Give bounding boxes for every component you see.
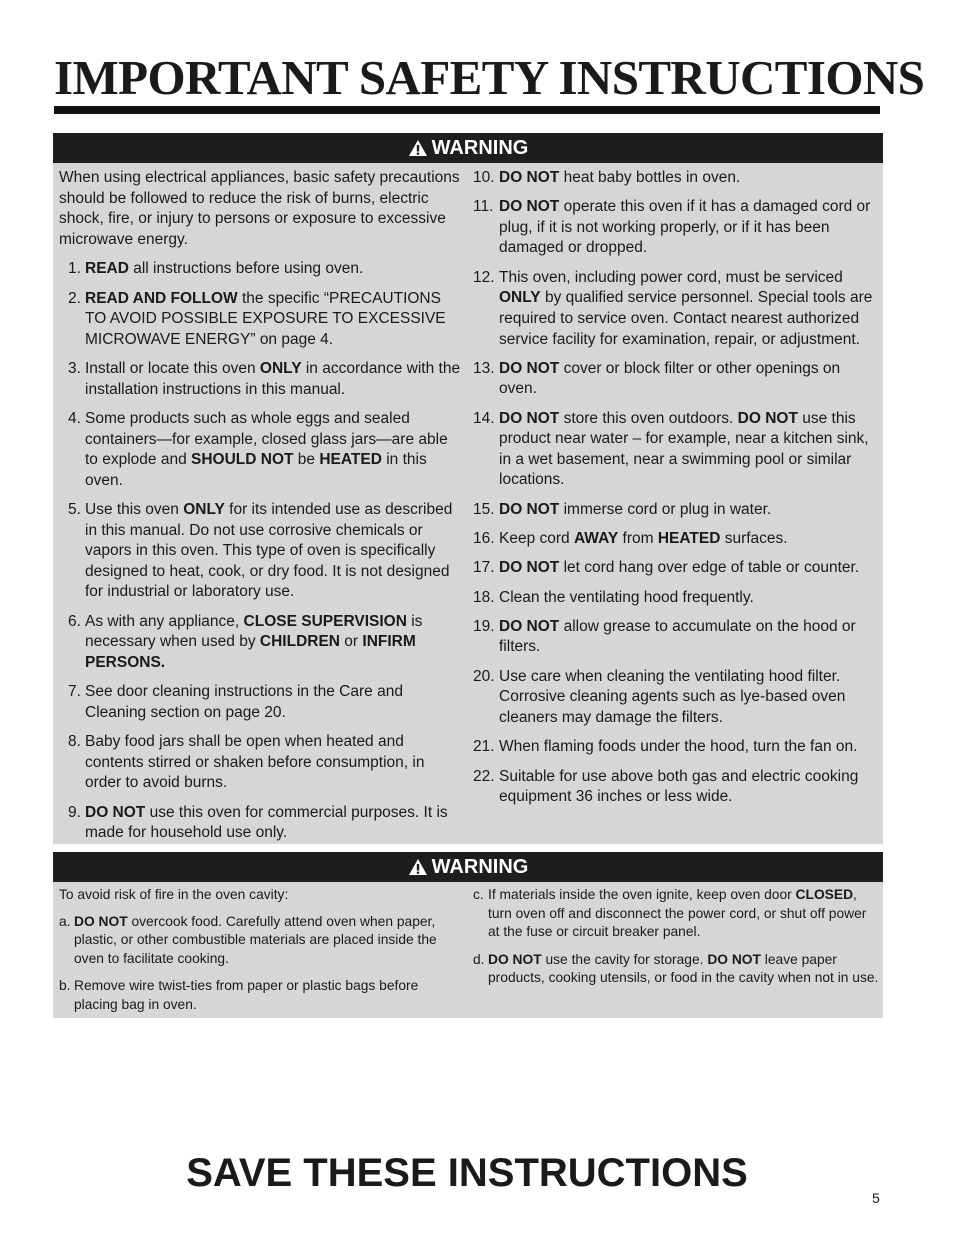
item-number: 12.: [473, 268, 495, 286]
item-text: heat baby bottles in oven.: [559, 169, 741, 186]
item-text: immerse cord or plug in water.: [559, 500, 772, 518]
save-instructions-heading: SAVE THESE INSTRUCTIONS: [186, 1151, 748, 1195]
item-number: 18.: [473, 588, 495, 606]
emphasis-text: CHILDREN: [259, 633, 340, 651]
item-text: This oven, including power cord, must be serviced: [499, 268, 843, 286]
list-item: [473, 409, 881, 491]
item-text: the specific “PRECAUTIONS TO AVOID POSSIBLE EXPOSURE TO EXCESSIVE MICROWAVE ENERGY” on page 4.: [85, 289, 446, 348]
list-item: [473, 667, 881, 729]
item-number: a.: [59, 913, 71, 929]
item-number: 22.: [473, 767, 495, 785]
item-number: 1.: [68, 260, 81, 278]
emphasis-text: READ AND FOLLOW: [85, 289, 238, 307]
list-item: [473, 500, 881, 521]
item-number: 17.: [473, 559, 495, 577]
emphasis-text: READ: [85, 260, 129, 278]
item-number: 15.: [473, 500, 495, 518]
fire-warning-header: [53, 852, 883, 882]
emphasis-text: DO NOT: [499, 559, 560, 577]
list-item: [59, 500, 464, 603]
list-item: [59, 913, 464, 969]
item-text: cover or block filter or other openings on oven.: [499, 359, 841, 398]
emphasis-text: AWAY: [573, 530, 619, 548]
page-number: 5: [872, 1190, 880, 1206]
list-item: [473, 268, 881, 350]
list-item: [473, 529, 881, 550]
title-rule: [54, 106, 880, 114]
item-text: Some products such as whole eggs and sealed containers—for example, closed glass jars—are able to explode and: [85, 410, 448, 469]
item-number: 13.: [473, 359, 495, 377]
item-number: 7.: [68, 683, 81, 701]
list-item: [473, 617, 881, 658]
item-number: 11.: [473, 198, 494, 216]
emphasis-text: CLOSE SUPERVISION: [243, 612, 407, 630]
list-item: [59, 359, 464, 400]
warning-triangle-icon: [408, 858, 428, 876]
item-text: overcook food. Carefully attend oven when paper, plastic, or other combustible materials are placed inside the oven to facilitate cooking.: [74, 913, 437, 966]
warning-label: WARNING: [431, 856, 529, 878]
item-text: If materials inside the oven ignite, keep oven door: [488, 887, 796, 902]
fire-instruction-list: [473, 886, 881, 988]
item-text: let cord hang over edge of table or counter.: [559, 559, 860, 577]
list-item: [59, 732, 464, 794]
item-number: 10.: [473, 169, 495, 186]
emphasis-text: DO NOT: [85, 803, 146, 821]
item-text: Suitable for use above both gas and electric cooking equipment 36 inches or less wide.: [499, 767, 859, 806]
list-item: [59, 612, 464, 674]
warning-triangle-icon: [408, 139, 428, 157]
item-text: As with any appliance,: [85, 612, 244, 630]
list-item: [473, 558, 881, 579]
item-number: c.: [473, 887, 484, 902]
warning-label: WARNING: [431, 137, 529, 159]
item-text: leave paper products, cooking utensils, or food in the cavity when not in use.: [488, 951, 879, 985]
list-item: [473, 359, 881, 400]
emphasis-text: SHOULD NOT: [191, 451, 294, 469]
item-number: 6.: [68, 612, 81, 630]
item-number: 2.: [68, 289, 81, 307]
warning-left-column: [59, 168, 464, 852]
emphasis-text: INFIRM PERSONS.: [85, 633, 416, 671]
item-number: 16.: [473, 530, 495, 548]
list-item: [59, 977, 464, 1014]
item-number: 14.: [473, 409, 495, 427]
item-text: Use care when cleaning the ventilating hood filter. Corrosive cleaning agents such as lye-based oven cleaners may damage the filters.: [499, 667, 846, 726]
fire-warning-panel: [53, 882, 883, 1018]
item-text: Use this oven: [85, 501, 184, 519]
emphasis-text: DO NOT: [488, 951, 542, 967]
item-text: in this oven.: [85, 451, 427, 489]
fire-instruction-list: [59, 913, 464, 1015]
item-text: Install or locate this oven: [85, 360, 260, 378]
list-item: [59, 803, 464, 844]
warning-panel: [53, 163, 883, 844]
item-number: 19.: [473, 617, 495, 635]
item-text: See door cleaning instructions in the Care and Cleaning section on page 20.: [85, 683, 403, 721]
item-number: 4.: [68, 410, 81, 427]
emphasis-text: DO NOT: [499, 169, 560, 186]
fire-warning-left-column: [59, 886, 464, 1023]
instruction-list: [473, 168, 881, 808]
item-number: 8.: [68, 733, 81, 751]
fire-warning-intro: To avoid risk of fire in the oven cavity:: [59, 887, 289, 902]
item-text: be: [293, 451, 320, 469]
emphasis-text: DO NOT: [499, 617, 560, 635]
fire-warning-right-column: [473, 886, 881, 997]
item-text: use the cavity for storage.: [541, 951, 708, 967]
emphasis-text: ONLY: [183, 501, 225, 519]
list-item: [59, 289, 464, 351]
item-text: by qualified service personnel. Special tools are required to service oven. Contact nearest authorized service facility for examination, repair, or adjustment.: [499, 289, 873, 348]
list-item: [473, 168, 881, 189]
list-item: [473, 886, 881, 942]
list-item: [473, 737, 881, 758]
instruction-list: [59, 259, 464, 843]
item-text: or: [340, 633, 363, 651]
emphasis-text: ONLY: [499, 289, 541, 307]
emphasis-text: HEATED: [319, 451, 382, 469]
item-number: 3.: [68, 360, 81, 378]
item-text: Keep cord: [499, 530, 574, 548]
warning-intro: When using electrical appliances, basic safety precautions should be followed to reduce the risk of burns, electric shock, fire, or injury to persons or exposure to excessive microwave energy.: [59, 169, 460, 248]
emphasis-text: DO NOT: [499, 198, 560, 216]
emphasis-text: DO NOT: [74, 913, 128, 929]
item-text: store this oven outdoors.: [559, 409, 738, 427]
warning-right-column: [473, 168, 881, 816]
item-number: d.: [473, 951, 485, 967]
emphasis-text: DO NOT: [737, 409, 798, 427]
item-number: 9.: [68, 803, 81, 821]
item-text: is necessary when used by: [85, 612, 423, 651]
item-text: Baby food jars shall be open when heated and contents stirred or shaken before consumption, in order to avoid burns.: [85, 733, 425, 792]
item-text: all instructions before using oven.: [128, 260, 364, 278]
item-text: in accordance with the installation instructions in this manual.: [85, 360, 461, 398]
item-text: Clean the ventilating hood frequently.: [499, 588, 754, 606]
list-item: [59, 409, 464, 491]
item-text: allow grease to accumulate on the hood or filters.: [499, 617, 856, 656]
item-number: 20.: [473, 667, 495, 685]
item-text: When flaming foods under the hood, turn the fan on.: [499, 738, 858, 756]
item-text: Remove wire twist-ties from paper or plastic bags before placing bag in oven.: [74, 978, 419, 1012]
item-text: from: [618, 530, 658, 548]
item-text: use this product near water – for example, near a kitchen sink, in a wet basement, near a swimming pool or similar locations.: [499, 409, 869, 489]
item-number: 5.: [68, 501, 81, 519]
list-item: [473, 588, 881, 609]
item-text: for its intended use as described in this manual. Do not use corrosive chemicals or vapors in this oven. This type of oven is specifically designed to heat, cook, or dry food. It is not designed for industrial or laboratory use.: [85, 501, 453, 601]
item-text: surfaces.: [720, 530, 788, 548]
emphasis-text: ONLY: [259, 360, 302, 378]
item-number: 21.: [473, 738, 495, 756]
list-item: [473, 767, 881, 808]
item-number: b.: [59, 978, 71, 993]
item-text: operate this oven if it has a damaged cord or plug, if it is not working properly, or if it has been damaged or dropped.: [499, 198, 871, 257]
item-text: , turn oven off and disconnect the power cord, or shut off power at the fuse or circuit breaker panel.: [488, 887, 867, 939]
emphasis-text: CLOSED: [795, 887, 854, 902]
list-item: [473, 197, 881, 259]
emphasis-text: DO NOT: [499, 409, 560, 427]
warning-header: [53, 133, 883, 163]
item-text: use this oven for commercial purposes. It is made for household use only.: [85, 803, 448, 842]
list-item: [473, 951, 881, 988]
list-item: [59, 682, 464, 723]
emphasis-text: DO NOT: [707, 951, 761, 967]
emphasis-text: DO NOT: [499, 500, 560, 518]
emphasis-text: DO NOT: [499, 359, 560, 377]
emphasis-text: HEATED: [657, 530, 721, 548]
page-title: IMPORTANT SAFETY INSTRUCTIONS: [54, 50, 925, 105]
list-item: [59, 259, 464, 280]
